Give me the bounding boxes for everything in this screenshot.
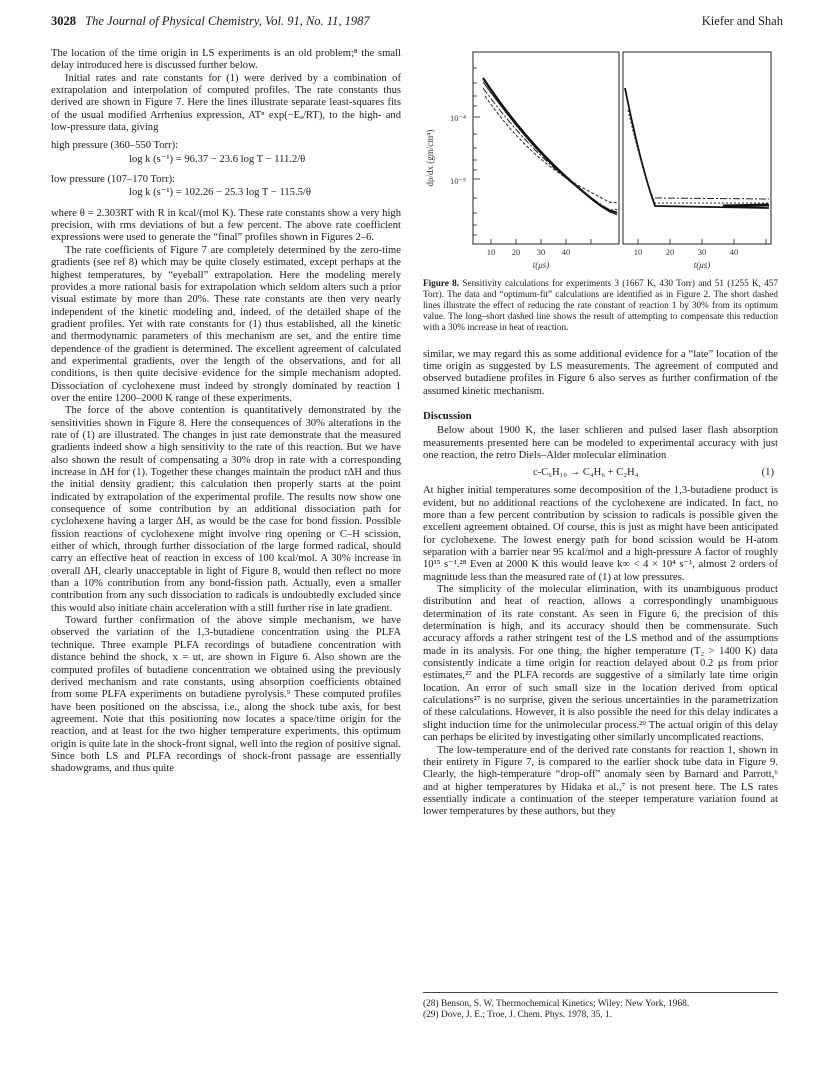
reaction-formula: c-C₆H₁₀ → C₄H₆ + C₂H₄	[533, 467, 639, 479]
spacer	[423, 333, 778, 349]
figure-caption-label: Figure 8.	[423, 278, 460, 288]
left-short-dashed-line	[485, 96, 617, 203]
paragraph: Below about 1900 K, the laser schlieren and pulsed laser flash absorption measurements presented here can be modeled to experimental accuracy with just one reaction, the retro Diels–Alder molecular elimination	[423, 425, 778, 461]
y-tick-label: 10⁻⁵	[450, 176, 466, 186]
paragraph: Initial rates and rate constants for (1) were derived by a combination of extrapolation and interpolation of computed profiles. The rate constants thus derived are shown in Figure 7. Here the lines illustrate separate least-squares fits of the usual modified Arrhenius expression, ATⁿ exp(−Eₐ/RT), to the high- and low-pressure data, giving	[51, 72, 401, 134]
references	[423, 992, 778, 1021]
right-long-short-dashed-line	[655, 198, 769, 199]
header-left	[51, 14, 370, 29]
paragraph: The rate coefficients of Figure 7 are completely determined by the zero-time gradients (see ref 8) which may be quite closely estimated, except perhaps at the highest temperatures, by “eyeball” extrapolation. Here the modeling merely provides a more rational basis for extrapolation which seldom alters such a prior visual estimate by more than 20%. These rate constants are then very nearly independent of the kinetic modeling and, indeed, of the detailed shape of the gradient profiles. Yet with rate constants for (1) thus established, all the kinetic and thermodynamic parameters of this mechanism are set, and the entire time dependence of the gradient is determined. The excellent agreement of calculated and experimental gradients, over the length of the observations, and for all conditions, is then quite decisive evidence for the simple mechanism adopted. Dissociation of cyclohexene must indeed by strongly dominated by reaction 1 over the entire 1200–2000 K range of these experiments.	[51, 244, 401, 404]
right-panel-frame	[623, 52, 771, 244]
x-tick-label: 20	[511, 247, 521, 257]
x-tick-label: 30	[536, 247, 546, 257]
paragraph: similar, we may regard this as some additional evidence for a “late” location of the time origin as suggested by LS measurements. The agreement of computed and observed butadiene profiles in Figure 6 also serves as further confirmation of the assumed kinetic mechanism.	[423, 348, 778, 397]
x-axis-label-right: t(μs)	[693, 260, 711, 270]
x-tick-label: 10	[633, 247, 643, 257]
equation-high-pressure: log k (s⁻¹) = 96.37 − 23.6 log T − 111.2/θ	[129, 153, 306, 165]
y-tick-label: 10⁻⁴	[450, 113, 466, 123]
figure-caption-text: Sensitivity calculations for experiments 3 (1667 K, 430 Torr) and 51 (1255 K, 457 Torr). The data and “optimum-fit” calculations are identified as in Figure 2. The short dashed lines illustrate the effect of reducing the rate constant of reaction 1 by 30% from its optimum value. The long–short dashed line shows the result of attempting to compensate this reduction with a 30% increase in heat of reaction.	[423, 278, 779, 332]
x-tick-label: 40	[561, 247, 571, 257]
right-data-trace	[625, 88, 769, 208]
x-tick-label: 20	[665, 247, 675, 257]
spacer	[51, 200, 401, 208]
reaction-equation	[423, 467, 778, 480]
paragraph: The low-temperature end of the derived rate constants for reaction 1, shown in their entirety in Figure 7, is compared to the earlier shock tube data in Figure 9. Clearly, the high-temperature “drop-off” anomaly seen by Barnard and Parrott,⁶ and at higher temperatures by Hidaka et al.,⁷ is not present here. The LS rates essentially indicate a continuation of the steeper temperature variation found at lower temperatures by these authors, but they	[423, 744, 778, 818]
x-axis-label-left: t(μs)	[532, 260, 550, 270]
left-column	[51, 48, 401, 776]
paragraph: Toward further confirmation of the above simple mechanism, we have observed the variation of the 1,3-butadiene concentration using the PLFA technique. Three example PLFA recordings of butadiene concentration with distance behind the shock, x = ut, are shown in Figure 6. Also shown are the computed profiles of butadiene concentration we obtained using the previously derived mechanism and rate constants, using absorption coefficients obtained from some PLFA experiments on butadiene pyrolysis.⁹ These computed profiles have been positioned on the abscissa, i.e., along the shock tube axis, for best agreement. Note that this positioning now locates a space/time origin for the reaction, and at least for the two higher temperature experiments, this optimum origin is quite late in the shock-front signal, well into the region of positive signal. Since both LS and PLFA recordings of shock-front passage are essentially shadowgrams, and thus quite	[51, 615, 401, 775]
page-number: 3028	[51, 14, 76, 28]
x-tick-label: 40	[729, 247, 739, 257]
paragraph: The simplicity of the molecular elimination, with its unambiguous product distribution and heat of reaction, allows a correspondingly unambiguous determination of its rate constant. As seen in Figure 6, the precision of this determination is high, and its accuracy should then be commensurate. Such accuracy affords a rather stringent test of the LS method and of the assumptions made in its analysis. For one thing, the higher temperature (T₂ > 1400 K) data consistently indicate a time origin for reaction delayed about 0.2 μs from prior estimates,²⁷ and the PLFA records are suggestive of a similarly late time origin location. An error of such small size in the location derived from optical calculations²⁷ is no surprise, given the serious uncertainties in the parametrization of these calculations. However, it is also possible the need for this delay indicates a slight induction time for the unimolecular process.²⁹ The actual origin of this delay can perhaps be elicited by investigating other similarly uncomplicated reactions.	[423, 584, 778, 744]
figure-caption	[423, 278, 778, 333]
figure-8-plot	[423, 48, 778, 280]
right-late-data-segment	[723, 205, 769, 206]
left-data-trace	[483, 78, 617, 213]
header-authors: Kiefer and Shah	[701, 14, 783, 28]
x-tick-label: 10	[486, 247, 496, 257]
page-header	[51, 14, 783, 32]
right-column	[423, 278, 778, 819]
paragraph: The location of the time origin in LS experiments is an old problem;⁸ the small delay introduced here is discussed further below.	[51, 48, 401, 72]
journal-citation: The Journal of Physical Chemistry, Vol. 91, No. 11, 1987	[85, 14, 370, 28]
left-y-ticks	[473, 68, 480, 235]
reference-29: (29) Dove, J. E.; Troe, J. Chem. Phys. 1978, 35, 1.	[423, 1010, 613, 1020]
reference-28: (28) Benson, S. W. Thermochemical Kinetics; Wiley: New York, 1968.	[423, 999, 690, 1009]
paragraph: The force of the above contention is quantitatively demonstrated by the sensitivities shown in Figure 8. Here the consequences of 30% alterations in the rate of (1) are illustrated. The changes in just rate demonstrate that the measured gradients indeed show a high sensitivity to the rate of this reaction. But we have also shown the result of compensating a 30% drop in rate with a corresponding increase in ΔH for (1). Together these changes maintain the product rΔH and thus the initial density gradient; this calculation then properly starts at the point indicated by extrapolation of the experimental profile. The results now show one consequence of some contribution by an additional dissociation path for cyclohexene having a larger ΔH, as would be the case for bond fission. Possible fission reactions of cyclohexene might involve ring opening or C–H scission, either of which, through further dissociation of the large formed radical, should carry an effective heat of reaction in excess of 100 kcal/mol. A 30% increase in overall ΔH, clearly unacceptable in light of Figure 8, would then reflect no more than a 10% contribution from any bond-fission path. Actually, even a smaller contribution from any such dissociation to radicals is undoubtedly excluded since this would also initiate chain acceleration with a still further rise in late gradient.	[51, 405, 401, 614]
equation-label-low-pressure: low pressure (107–170 Torr):	[51, 174, 176, 186]
left-panel-frame	[473, 52, 619, 244]
y-axis-label: dρ/dx (gm/cm⁴)	[425, 129, 435, 187]
paragraph: At higher initial temperatures some decomposition of the 1,3-butadiene product is evident, but no additional reactions of the cyclohexene are indicated. In fact, no more than a few percent contribution by scission to radicals is possible given the excellent agreement obtained. Of course, this is just as might have been anticipated for cyclohexene. The lowest energy path for bond scission would be H-atom separation with a barrier near 95 kcal/mol and a high-pressure A factor of roughly 10¹⁵ s⁻¹.²⁸ Even at 2000 K this would leave k∞ < 4 × 10⁴ s⁻¹, almost 2 orders of magnitude less than the measured rate of (1) at low pressures.	[423, 485, 778, 583]
x-ticks	[491, 239, 766, 244]
section-heading: Discussion	[423, 409, 472, 422]
reaction-number: (1)	[761, 467, 774, 479]
x-tick-label: 30	[697, 247, 707, 257]
equation-low-pressure: log k (s⁻¹) = 102.26 − 25.3 log T − 115.5/θ	[129, 187, 311, 199]
spacer	[51, 166, 401, 174]
figure-8	[423, 48, 778, 280]
paragraph: where θ = 2.303RT with R in kcal/(mol K). These rate constants show a very high precision, with rms deviations of but a few percent. The above rate coefficient expressions were used to generate the “final” profiles shown in Figures 2–6.	[51, 207, 401, 244]
equation-label-high-pressure: high pressure (360–550 Torr):	[51, 140, 179, 152]
